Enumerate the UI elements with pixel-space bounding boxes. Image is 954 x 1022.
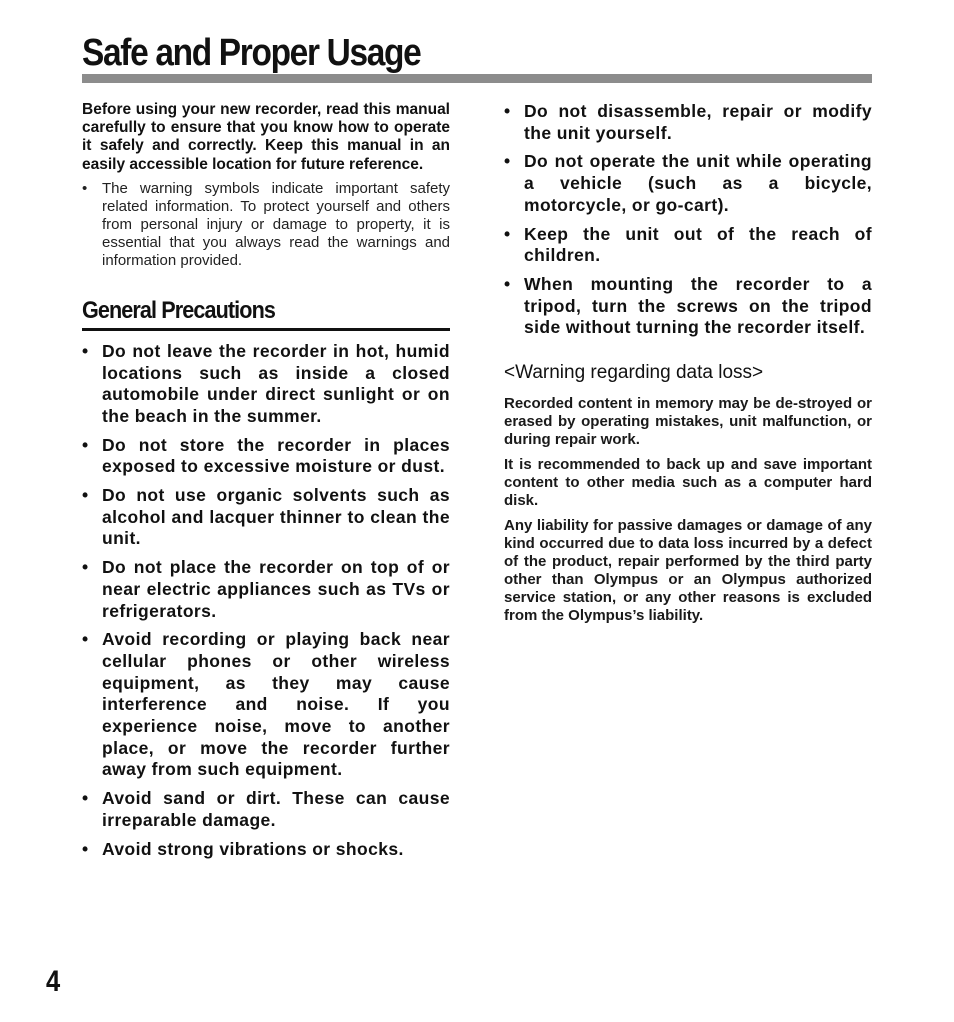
precaution-text: Do not use organic solvents such as alcohol and lacquer thinner to clean the unit. <box>102 485 450 549</box>
title-underline-bar <box>82 74 872 83</box>
bullet: • <box>82 434 89 455</box>
precautions-list-right <box>504 101 872 339</box>
note-bullet: • <box>82 179 88 197</box>
precaution-item <box>504 151 872 216</box>
precaution-item <box>82 629 450 781</box>
bullet: • <box>82 788 89 809</box>
bullet: • <box>82 838 89 859</box>
precautions-list-left <box>82 341 450 860</box>
precaution-text: Keep the unit out of the reach of children. <box>524 223 872 266</box>
precaution-text: Avoid sand or dirt. These can cause irreparable damage. <box>102 788 450 830</box>
bullet: • <box>82 557 89 578</box>
warning-symbols-note <box>82 180 450 270</box>
note-text: The warning symbols indicate important safety related information. To protect yourself and others from personal injury or damage to property, it is essential that you always read the warnings and information provided. <box>102 179 450 269</box>
precaution-item <box>82 557 450 622</box>
precaution-item <box>82 341 450 428</box>
section-heading-text: General Precautions <box>82 296 275 324</box>
precaution-item <box>82 485 450 550</box>
bullet: • <box>504 151 511 172</box>
right-column <box>504 101 872 625</box>
bullet: • <box>504 101 511 121</box>
bullet: • <box>504 273 511 294</box>
precaution-item <box>504 274 872 339</box>
precaution-text: Do not leave the recorder in hot, humid locations such as inside a closed automobile under direct sunlight or on the beach in the summer. <box>102 340 450 426</box>
left-column <box>82 101 450 867</box>
precaution-text: Do not disassemble, repair or modify the unit yourself. <box>524 101 872 143</box>
precaution-text: Do not place the recorder on top of or near electric appliances such as TVs or refrigerators. <box>102 557 450 621</box>
intro-paragraph: Before using your new recorder, read this manual carefully to ensure that you know how to operate it safely and correctly. Keep this manual in an easily accessible location for future reference. <box>82 101 450 173</box>
precaution-item <box>504 101 872 144</box>
precaution-text: Avoid strong vibrations or shocks. <box>102 838 404 859</box>
precaution-item <box>82 839 450 861</box>
bullet: • <box>504 223 511 244</box>
precaution-text: Avoid recording or playing back near cellular phones or other wireless equipment, as they may cause interference and noise. If you experience noise, move to another place, or move the recorder further away from such equipment. <box>102 629 450 780</box>
page-number: 4 <box>46 965 61 998</box>
precaution-item <box>504 224 872 267</box>
data-loss-warning-heading: <Warning regarding data loss> <box>504 362 764 384</box>
section-heading-general-precautions <box>82 296 450 331</box>
bullet: • <box>82 629 89 650</box>
precaution-text: Do not operate the unit while operating a vehicle (such as a bicycle, motorcycle, or go-cart). <box>524 151 872 215</box>
precaution-text: When mounting the recorder to a tripod, turn the screws on the tripod side without turning the recorder itself. <box>524 273 872 338</box>
bullet: • <box>82 340 89 361</box>
precaution-text: Do not store the recorder in places exposed to excessive moisture or dust. <box>102 434 450 477</box>
data-loss-paragraph: Any liability for passive damages or damage of any kind occurred due to data loss incurred by a defect of the product, repair performed by the third party other than Olympus or an Olympus authorized service station, or any other reasons is excluded from the Olympus’s liability. <box>504 517 872 625</box>
data-loss-paragraph: Recorded content in memory may be de-stroyed or erased by operating mistakes, unit malfunction, or during repair work. <box>504 395 872 449</box>
precaution-item <box>82 435 450 478</box>
data-loss-paragraph: It is recommended to back up and save important content to other media such as a computer hard disk. <box>504 456 872 510</box>
precaution-item <box>82 788 450 831</box>
bullet: • <box>82 485 89 506</box>
page-title: Safe and Proper Usage <box>82 32 421 74</box>
